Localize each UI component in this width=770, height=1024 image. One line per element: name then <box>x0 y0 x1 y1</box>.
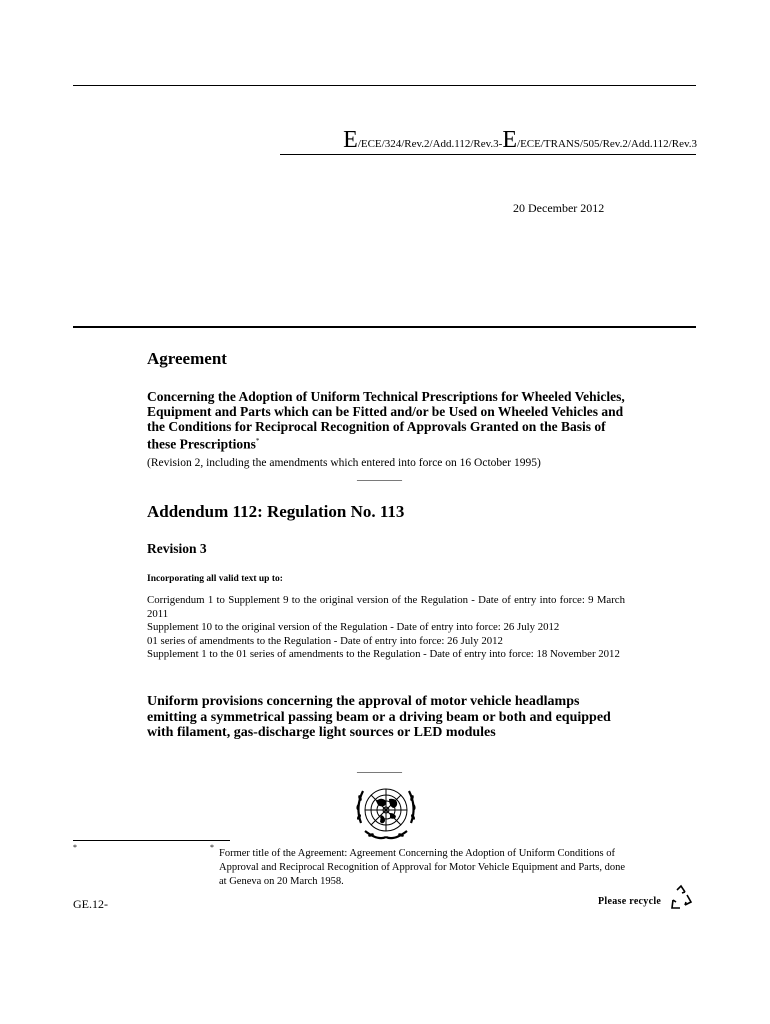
recycle-icon <box>667 884 695 917</box>
document-date: 20 December 2012 <box>513 201 605 215</box>
symbol-underline <box>280 154 696 155</box>
thick-rule <box>73 326 696 328</box>
footnote-marker: * <box>210 843 214 852</box>
document-symbol <box>343 127 697 154</box>
list-item: Corrigendum 1 to Supplement 9 to the original version of the Regulation - Date of entry into force: 9 March 2011 <box>147 594 625 620</box>
please-recycle-text: Please recycle <box>598 896 662 907</box>
addendum-heading: Addendum 112: Regulation No. 113 <box>147 502 405 521</box>
agreement-subtitle <box>147 389 637 452</box>
revision-heading: Revision 3 <box>147 541 207 556</box>
incorporating-label: Incorporating all valid text up to: <box>147 574 283 584</box>
ge-number: GE.12- <box>73 897 108 911</box>
symbol-1-rest: /ECE/324/Rev.2/Add.112/Rev.3 <box>357 138 499 150</box>
amendments-list <box>147 594 625 662</box>
footnote-text <box>147 847 627 889</box>
list-item: 01 series of amendments to the Regulation - Date of entry into force: 26 July 2012 <box>147 634 503 647</box>
symbol-1-letter: E <box>343 127 358 153</box>
separator-1: _________ <box>357 471 402 482</box>
footnote-rule <box>73 840 230 841</box>
symbol-separator: - <box>498 138 503 150</box>
revision-note: (Revision 2, including the amendments which entered into force on 16 October 1995) <box>147 457 541 469</box>
footnote-marker-left: * <box>73 843 77 852</box>
agreement-subtitle-text: Concerning the Adoption of Uniform Technical Prescriptions for Wheeled Vehicles, Equipment and Parts which can be Fitted and/or be Used on Wheeled Vehicles and the Conditions for Reciprocal Recognition of Approvals Granted on the Basis of these Prescriptions <box>147 389 625 452</box>
uniform-provisions-title: Uniform provisions concerning the approval of motor vehicle headlamps emitting a symmetrical passing beam or a driving beam or both and equipped with filament, gas-discharge light sources or LED modules <box>147 694 611 740</box>
united-nations-emblem-icon <box>343 777 429 852</box>
separator-2: _________ <box>357 763 402 774</box>
symbol-2-rest: /ECE/TRANS/505/Rev.2/Add.112/Rev.3 <box>517 138 697 150</box>
list-item: Supplement 1 to the 01 series of amendments to the Regulation - Date of entry into force: 18 November 2012 <box>147 648 620 660</box>
top-rule <box>73 85 696 86</box>
footnote-body: Former title of the Agreement: Agreement Concerning the Adoption of Uniform Conditions of Approval and Reciprocal Recognition of Approval for Motor Vehicle Equipment and Parts, done at Geneva on 20 March 1958. <box>219 848 626 887</box>
list-item: Supplement 10 to the original version of the Regulation - Date of entry into force: 26 July 2012 <box>147 621 560 633</box>
footnote-reference: * <box>255 437 260 445</box>
agreement-heading: Agreement <box>147 349 227 368</box>
symbol-2-letter: E <box>502 127 518 153</box>
